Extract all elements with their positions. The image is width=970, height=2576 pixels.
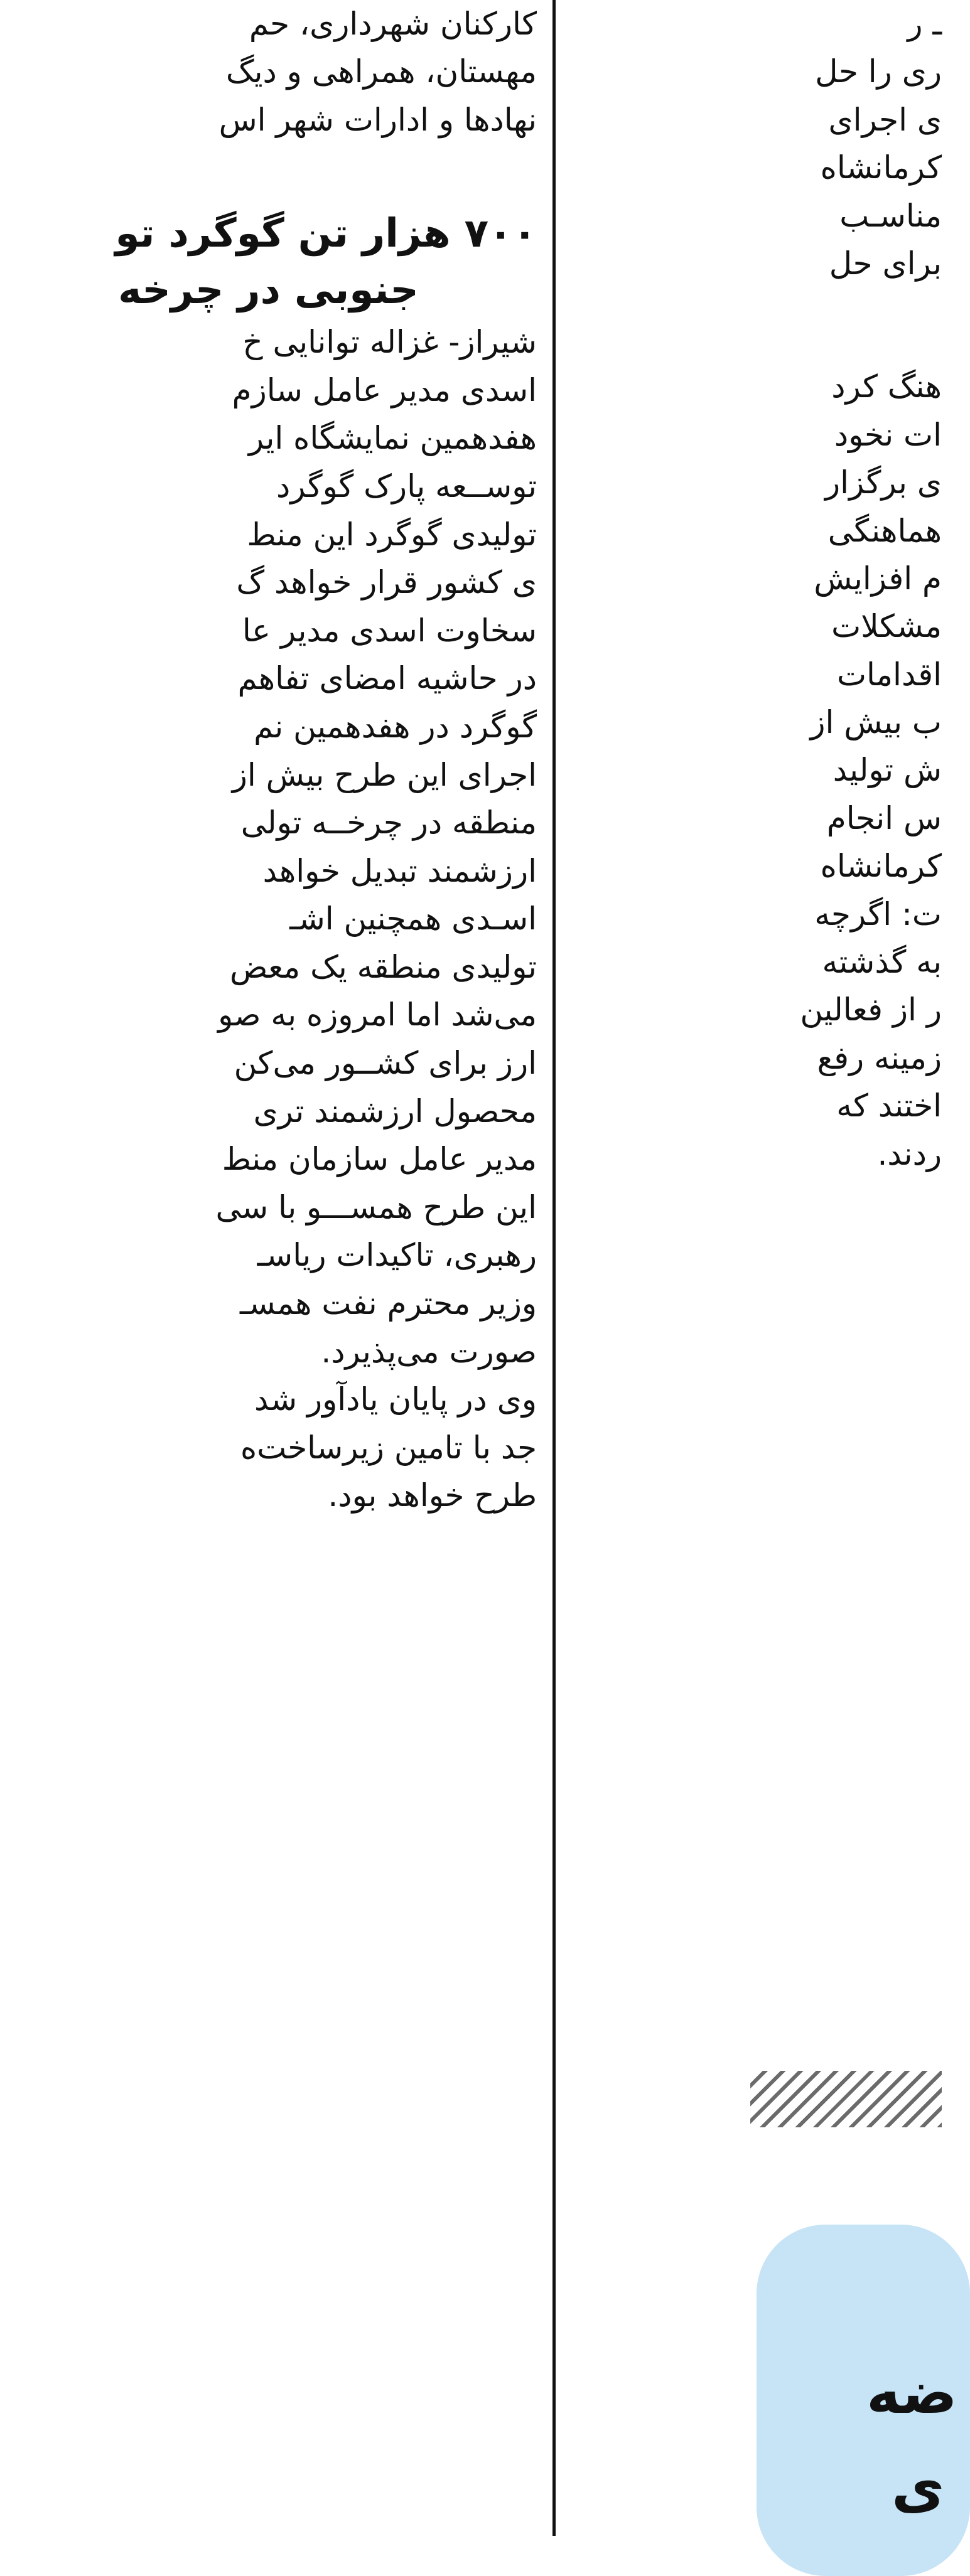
text-line: اقدامات <box>836 656 942 693</box>
text-line: تولیدی منطقه یک معض <box>230 948 537 985</box>
text-line: اختند که <box>836 1088 942 1125</box>
text-line: اسـدی همچنین اشـ <box>289 901 537 938</box>
text-line: گوگرد در هفدهمین نم <box>254 708 537 745</box>
text-line: کرمانشاه <box>820 149 942 186</box>
text-line: منطقه در چرخــه تولی <box>240 804 537 842</box>
text-line: شیراز- غزاله توانایی خ <box>242 324 537 361</box>
text-line: محصول ارزشمند تری <box>253 1093 537 1130</box>
text-line: اجرای این طرح بیش از <box>232 756 537 793</box>
text-line: هفدهمین نمایشگاه ایر <box>248 420 537 457</box>
text-line: زمینه رفع <box>817 1039 942 1076</box>
right-body-paragraph <box>647 363 942 1178</box>
article-headline-line-1: ۷۰۰ هزار تن گوگرد تو <box>115 210 537 257</box>
text-line: در حاشیه امضای تفاهم <box>237 660 537 697</box>
text-line: م افزایش <box>814 560 942 597</box>
text-line: هماهنگی <box>827 512 942 549</box>
hatched-separator <box>750 2071 942 2127</box>
text-line: ر از فعالین <box>800 991 942 1029</box>
text-line: رهبری، تاکیدات ریاسـ <box>257 1237 537 1274</box>
intro-paragraph <box>0 0 537 144</box>
text-line: وی در پایان یادآور شد <box>254 1381 537 1418</box>
article-body <box>0 318 537 1520</box>
text-line: هنگ کرد <box>831 368 942 405</box>
text-line: ش تولید <box>833 752 942 789</box>
text-line: وزیر محترم نفت همسـ <box>240 1285 537 1322</box>
text-line: ب بیش از <box>810 704 942 741</box>
text-line: اسدی مدیر عامل سازم <box>232 371 537 409</box>
column-divider <box>552 0 556 2536</box>
text-line: ی اجرای <box>828 101 942 138</box>
text-line: ارزشمند تبدیل خواهد <box>262 852 537 889</box>
text-line: صورت می‌پذیرد. <box>321 1333 537 1370</box>
text-line: ردند. <box>877 1135 942 1172</box>
text-line: ی کشور قرار خواهد گ <box>236 564 537 601</box>
text-line: ـ ر <box>907 6 942 42</box>
text-line: ات نخود <box>834 416 942 453</box>
text-line: مهستان، همراهی و دیگ <box>225 53 537 90</box>
article-headline-line-2: جنوبی در چرخه <box>118 267 419 313</box>
text-line: تولیدی گوگرد این منط <box>247 516 537 553</box>
text-line: س انجام <box>826 799 942 836</box>
text-line: سخاوت اسدی مدیر عا <box>242 612 537 649</box>
text-line: می‌شد اما امروزه به صو <box>218 997 537 1034</box>
text-line: کارکنان شهرداری، حم <box>249 6 537 42</box>
text-line: مناسـب <box>839 197 942 234</box>
text-line: ارز برای کشــور می‌کن <box>234 1045 537 1082</box>
text-line: ری را حل <box>815 53 942 90</box>
text-line: به گذشته <box>822 944 942 981</box>
text-line: جد با تامین زیرساخت‌ه <box>240 1429 537 1466</box>
text-line: مشکلات <box>831 608 942 645</box>
right-top-paragraph <box>647 0 942 287</box>
promo-box-subtitle: ی <box>892 2454 945 2521</box>
text-line: طرح خواهد بود. <box>328 1477 537 1514</box>
text-line: ت: اگرچه <box>814 895 942 933</box>
right-column <box>647 0 942 1178</box>
left-column <box>0 0 537 1520</box>
text-line: نهادها و ادارات شهر اس <box>218 101 537 138</box>
text-line: مدیر عامل سازمان منط <box>222 1141 537 1178</box>
text-line: این طرح همســـو با سی <box>215 1189 537 1226</box>
text-line: کرمانشاه <box>820 848 942 885</box>
promo-box-title: ضه <box>866 2360 957 2427</box>
text-line: برای حل <box>829 245 942 282</box>
text-line: توســعه پارک گوگرد <box>276 468 537 505</box>
text-line: ی برگزار <box>825 464 942 501</box>
